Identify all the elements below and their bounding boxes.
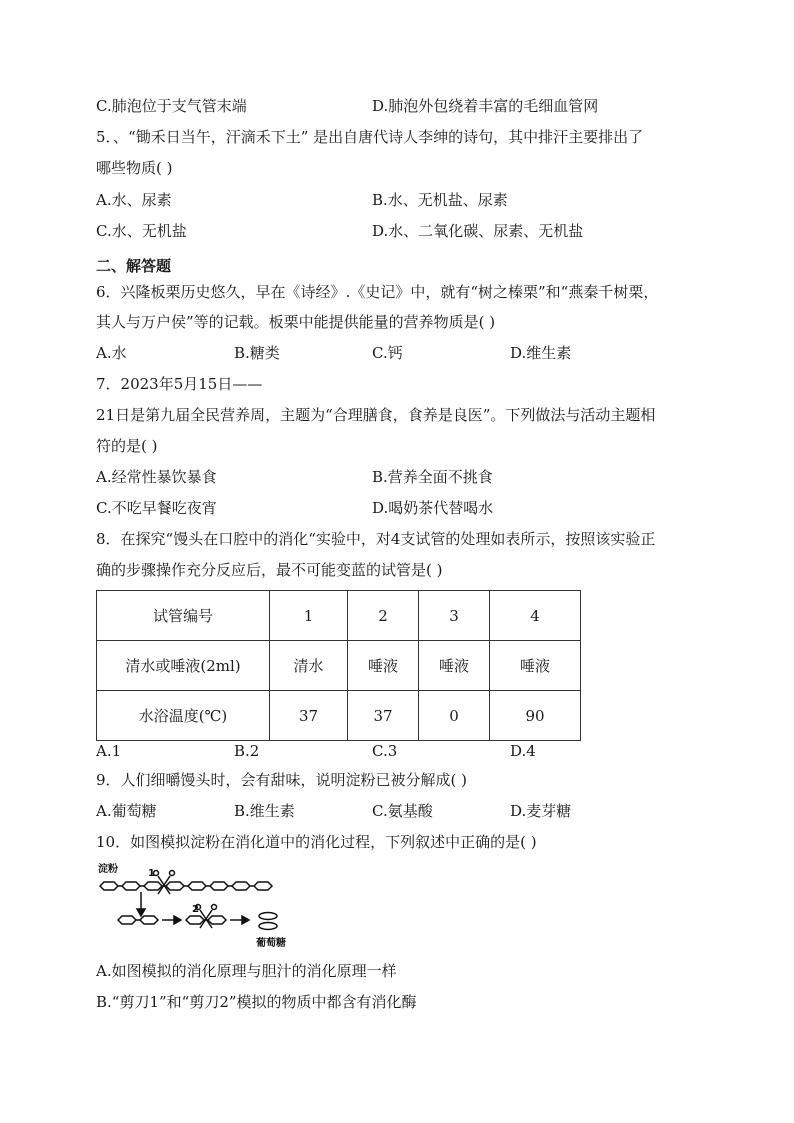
starch-digestion-figure [96, 860, 286, 952]
table-cell: 唾液 [490, 641, 581, 691]
table-cell: 90 [490, 691, 581, 741]
q7-text-line2: 21日是第九届全民营养周，主题为“合理膳食，食养是良医”。下列做法与活动主题相 [96, 406, 656, 424]
q7-option-b: B.营养全面不挑食 [372, 468, 493, 486]
table-cell: 3 [419, 591, 490, 641]
q5-text-line2: 哪些物质( ) [96, 159, 173, 177]
q9-option-b: B.维生素 [234, 802, 295, 820]
table-cell: 2 [348, 591, 419, 641]
q6-option-d: D.维生素 [510, 344, 572, 362]
table-cell: 1 [270, 591, 348, 641]
glucose-label: 葡萄糖 [256, 938, 286, 949]
q6-option-b: B.糖类 [234, 344, 280, 362]
table-cell: 唾液 [348, 641, 419, 691]
table-cell: 0 [419, 691, 490, 741]
table-cell: 37 [270, 691, 348, 741]
q10-option-a: A.如图模拟的消化原理与胆汁的消化原理一样 [96, 962, 397, 980]
scissors-2-label: 2 [192, 904, 199, 915]
q9-option-d: D.麦芽糖 [510, 802, 572, 820]
q9-text: 9．人们细嚼馒头时，会有甜味，说明淀粉已被分解成( ) [96, 771, 468, 789]
q9-option-a: A.葡萄糖 [96, 802, 157, 820]
q8-text-line1: 8．在探究“馒头在口腔中的消化“实验中，对4支试管的处理如表所示，按照该实验正 [96, 530, 656, 548]
q9-option-c: C.氨基酸 [372, 802, 433, 820]
q7-option-a: A.经常性暴饮暴食 [96, 468, 217, 486]
table-cell: 清水 [270, 641, 348, 691]
q5-option-c: C.水、无机盐 [96, 222, 187, 240]
q8-option-a: A.1 [96, 742, 122, 760]
q7-option-d: D.喝奶茶代替喝水 [372, 499, 494, 517]
section-heading: 二、解答题 [96, 257, 172, 275]
table-cell: 清水或唾液(2ml) [97, 641, 270, 691]
q7-option-c: C.不吃早餐吃夜宵 [96, 499, 217, 517]
starch-label: 淀粉 [98, 864, 118, 875]
q5-option-a: A.水、尿素 [96, 191, 172, 209]
q10-text: 10．如图模拟淀粉在消化道中的消化过程，下列叙述中正确的是( ) [96, 833, 537, 851]
experiment-table [96, 590, 581, 741]
q10-option-b: B.“剪刀1”和“剪刀2”模拟的物质中都含有消化酶 [96, 993, 417, 1011]
table-cell: 水浴温度(℃) [97, 691, 270, 741]
table-cell: 37 [348, 691, 419, 741]
q7-text-line1: 7．2023年5月15日—— [96, 375, 263, 393]
table-cell: 试管编号 [97, 591, 270, 641]
q7-text-line3: 符的是( ) [96, 437, 158, 455]
table-cell: 4 [490, 591, 581, 641]
table-row [97, 691, 581, 741]
table-row [97, 591, 581, 641]
q8-option-c: C.3 [372, 742, 398, 760]
q5-text-line1: 5．、“锄禾日当午，汗滴禾下土” 是出自唐代诗人李绅的诗句，其中排汗主要排出了 [96, 128, 644, 146]
q5-option-d: D.水、二氧化碳、尿素、无机盐 [372, 222, 584, 240]
q6-text-line1: 6．兴隆板栗历史悠久，早在《诗经》.《史记》中，就有“树之榛栗”和“燕秦千树栗， [96, 283, 659, 301]
maltose-chain [118, 916, 158, 924]
q8-text-line2: 确的步骤操作充分反应后，最不可能变蓝的试管是( ) [96, 561, 443, 579]
q5-option-b: B.水、无机盐、尿素 [372, 191, 508, 209]
glucose-units [259, 913, 277, 930]
table-cell: 唾液 [419, 641, 490, 691]
q8-option-d: D.4 [510, 742, 536, 760]
q6-option-a: A.水 [96, 344, 127, 362]
q4-option-c: C.肺泡位于支气管末端 [96, 97, 247, 115]
scissors-1-label: 1 [148, 868, 155, 879]
table-row [97, 641, 581, 691]
starch-chain [100, 882, 272, 890]
q4-option-d: D.肺泡外包绕着丰富的毛细血管网 [372, 97, 599, 115]
q6-option-c: C.钙 [372, 344, 403, 362]
q6-text-line2: 其人与万户侯”等的记载。板栗中能提供能量的营养物质是( ) [96, 313, 496, 331]
q8-option-b: B.2 [234, 742, 260, 760]
